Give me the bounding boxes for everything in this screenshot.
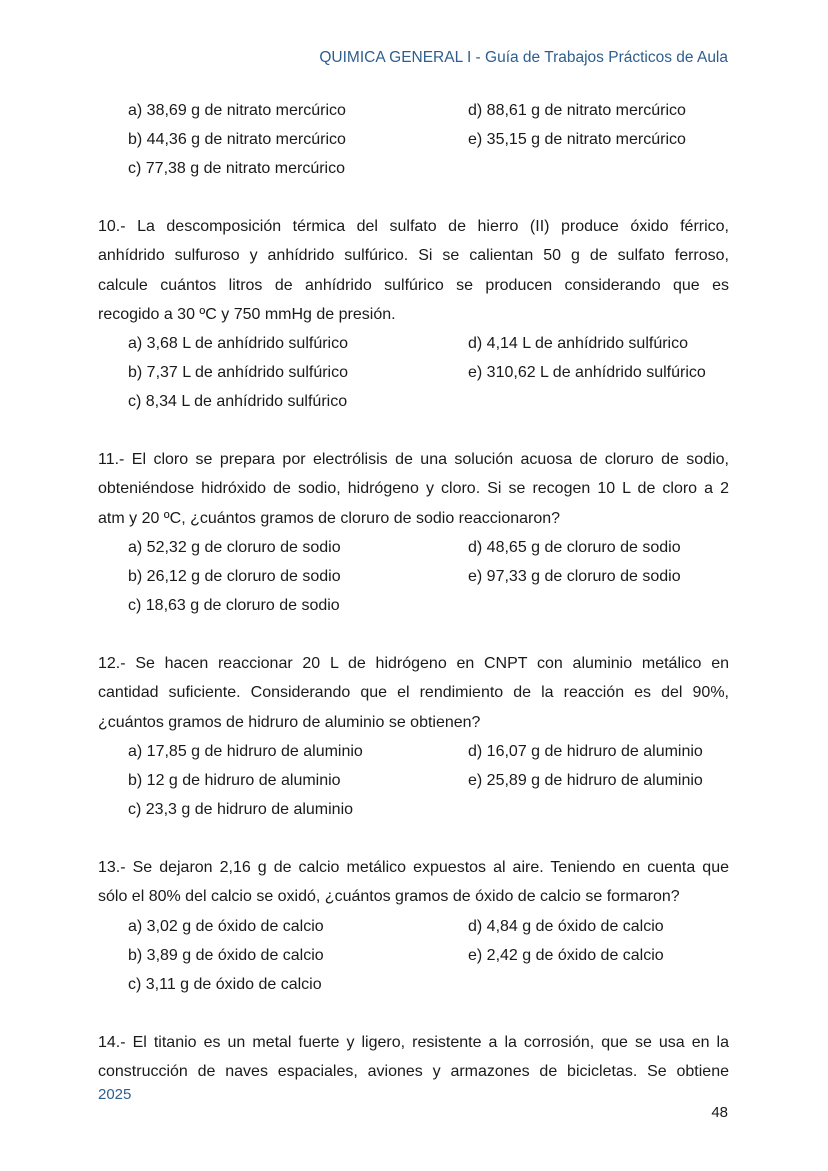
option-row [128,912,729,941]
option-row [128,329,729,358]
option-d: d) 4,84 g de óxido de calcio [468,917,664,935]
option-e: e) 25,89 g de hidruro de aluminio [468,771,703,789]
option-row [128,766,729,795]
question-options [128,533,729,620]
option-b: b) 3,89 g de óxido de calcio [128,946,324,964]
question-options [128,329,729,416]
option-row [128,533,729,562]
option-d: d) 48,65 g de cloruro de sodio [468,539,681,557]
question-14 [98,1028,729,1087]
option-e: e) 310,62 L de anhídrido sulfúrico [468,364,706,382]
option-a: a) 52,32 g de cloruro de sodio [128,539,341,557]
question-12 [98,649,729,824]
option-row [128,96,729,125]
question-text-line: obteniéndose hidróxido de sodio, hidrógeno y cloro. Si se recogen 10 L de cloro a 2 [98,480,729,498]
option-a: a) 3,02 g de óxido de calcio [128,917,324,935]
question-options [128,737,729,824]
question-text-line: 10.- La descomposición térmica del sulfato de hierro (II) produce óxido férrico, [98,218,729,235]
option-c: c) 23,3 g de hidruro de aluminio [128,800,354,818]
option-c: c) 77,38 g de nitrato mercúrico [128,160,345,177]
question-text-line: sólo el 80% del calcio se oxidó, ¿cuántos gramos de óxido de calcio se formaron? [98,888,680,906]
option-row [128,970,729,999]
page-header-title: QUIMICA GENERAL I - Guía de Trabajos Prácticos de Aula [319,49,728,66]
option-row [128,737,729,766]
prev-question-options [128,96,729,183]
question-text-line: atm y 20 ºC, ¿cuántos gramos de cloruro de sodio reaccionaron? [98,509,561,527]
option-row [128,562,729,591]
option-b: b) 26,12 g de cloruro de sodio [128,568,341,586]
option-b: b) 12 g de hidruro de aluminio [128,771,341,789]
option-a: a) 38,69 g de nitrato mercúrico [128,102,346,119]
option-d: d) 88,61 g de nitrato mercúrico [468,102,686,119]
question-13 [98,853,729,999]
option-e: e) 97,33 g de cloruro de sodio [468,568,681,586]
option-row [128,941,729,970]
option-a: a) 17,85 g de hidruro de aluminio [128,742,363,760]
option-b: b) 44,36 g de nitrato mercúrico [128,131,346,148]
option-a: a) 3,68 L de anhídrido sulfúrico [128,335,348,353]
option-row [128,387,729,416]
question-11 [98,445,729,620]
question-text-line: construcción de naves espaciales, aviones y armazones de bicicletas. Se obtiene [98,1062,729,1080]
page-content [98,96,729,1086]
option-d: d) 16,07 g de hidruro de aluminio [468,742,703,760]
question-text-line: 14.- El titanio es un metal fuerte y ligero, resistente a la corrosión, que se usa en la [98,1033,729,1051]
question-10 [98,212,729,416]
option-e: e) 35,15 g de nitrato mercúrico [468,131,686,148]
option-c: c) 8,34 L de anhídrido sulfúrico [128,393,348,411]
option-row [128,125,729,154]
option-row [128,795,729,824]
option-row [128,358,729,387]
option-row [128,591,729,620]
question-text-line: 11.- El cloro se prepara por electrólisis de una solución acuosa de cloruro de sodio, [98,451,729,469]
question-text-line: cantidad suficiente. Considerando que el rendimiento de la reacción es del 90%, [98,684,729,702]
page-number: 48 [711,1104,728,1121]
question-text-line: 13.- Se dejaron 2,16 g de calcio metálico expuestos al aire. Teniendo en cuenta que [98,858,729,876]
footer-year: 2025 [98,1086,132,1103]
option-c: c) 3,11 g de óxido de calcio [128,975,322,993]
question-text-line: recogido a 30 ºC y 750 mmHg de presión. [98,305,396,323]
question-options [128,912,729,999]
question-text-line: anhídrido sulfuroso y anhídrido sulfúrico. Si se calientan 50 g de sulfato ferroso, [98,247,729,265]
question-text-line: calcule cuántos litros de anhídrido sulfúrico se producen considerando que es [98,276,729,294]
option-e: e) 2,42 g de óxido de calcio [468,946,664,964]
question-text-line: ¿cuántos gramos de hidruro de aluminio se obtienen? [98,713,481,731]
option-c: c) 18,63 g de cloruro de sodio [128,597,340,615]
option-b: b) 7,37 L de anhídrido sulfúrico [128,364,348,382]
option-d: d) 4,14 L de anhídrido sulfúrico [468,335,688,353]
option-row [128,154,729,183]
question-text-line: 12.- Se hacen reaccionar 20 L de hidrógeno en CNPT con aluminio metálico en [98,655,729,673]
